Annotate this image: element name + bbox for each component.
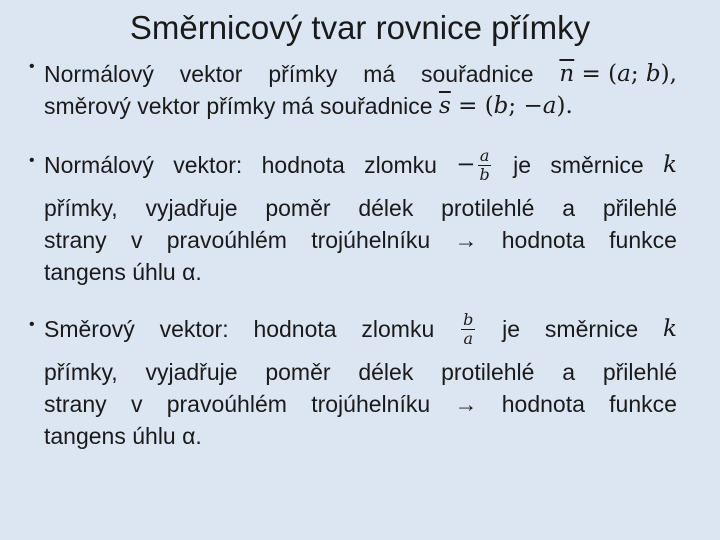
word: hodnota	[261, 151, 345, 178]
line: strany v pravoúhlém trojúhelníku → hodnota funkce	[44, 390, 677, 417]
line	[44, 58, 677, 90]
line: přímky, vyjadřuje poměr délek protilehlé a přilehlé	[44, 194, 677, 221]
word: je	[513, 151, 532, 178]
line: strany v pravoúhlém trojúhelníku → hodnota funkce	[44, 226, 677, 253]
word: směrnice	[550, 151, 644, 178]
paragraph-direction-vector	[29, 302, 677, 452]
paragraph-normal-vector	[29, 138, 677, 288]
fraction	[478, 147, 492, 184]
fraction-denominator: b	[479, 164, 490, 184]
fraction-numerator: b	[463, 309, 474, 329]
fraction-neg-a-over-b: − $\frac{a}{b}$	[456, 145, 490, 184]
word: Normálový	[44, 151, 154, 178]
slope-k: k	[663, 152, 677, 178]
fraction-denominator: a	[463, 328, 473, 348]
slope-k: k	[663, 316, 677, 342]
line: přímky, vyjadřuje poměr délek protilehlé a přilehlé	[44, 358, 677, 385]
slide-content	[29, 58, 677, 452]
line	[44, 90, 677, 122]
slide-title: Směrnicový tvar rovnice přímky	[129, 9, 591, 46]
normal-vector-formula: $\overline{n} = (a$; b),	[559, 61, 677, 87]
bullet-icon: •	[29, 58, 35, 75]
text: směrový vektor přímky má souřadnice	[44, 92, 433, 119]
word: souřadnice	[421, 60, 534, 87]
word: přímky	[268, 60, 338, 87]
line: Směrový vektor: hodnota zlomku $\frac{b}{a}$ je směrnice k	[44, 309, 677, 348]
line	[44, 138, 677, 192]
vector-n-symbol: $\overline{n}$	[559, 61, 575, 87]
paragraph-vectors	[29, 58, 677, 122]
word: má	[363, 60, 396, 87]
bullet-icon: •	[29, 152, 35, 169]
line: tangens úhlu α.	[44, 422, 202, 449]
fraction-numerator: a	[479, 145, 490, 165]
line: tangens úhlu α.	[44, 258, 202, 285]
word: vektor	[179, 60, 243, 87]
arrow-right-icon: →	[454, 390, 478, 417]
word: Normálový	[44, 60, 154, 87]
word: vektor:	[173, 151, 243, 178]
direction-vector-formula: $\overline{s} = (b$; −a).	[438, 93, 573, 119]
bullet-icon: •	[29, 316, 35, 333]
fraction-b-over-a	[461, 311, 475, 348]
word: zlomku	[364, 151, 437, 178]
arrow-right-icon: →	[454, 226, 478, 253]
vector-s-symbol: $\overline{s}$	[438, 93, 451, 119]
